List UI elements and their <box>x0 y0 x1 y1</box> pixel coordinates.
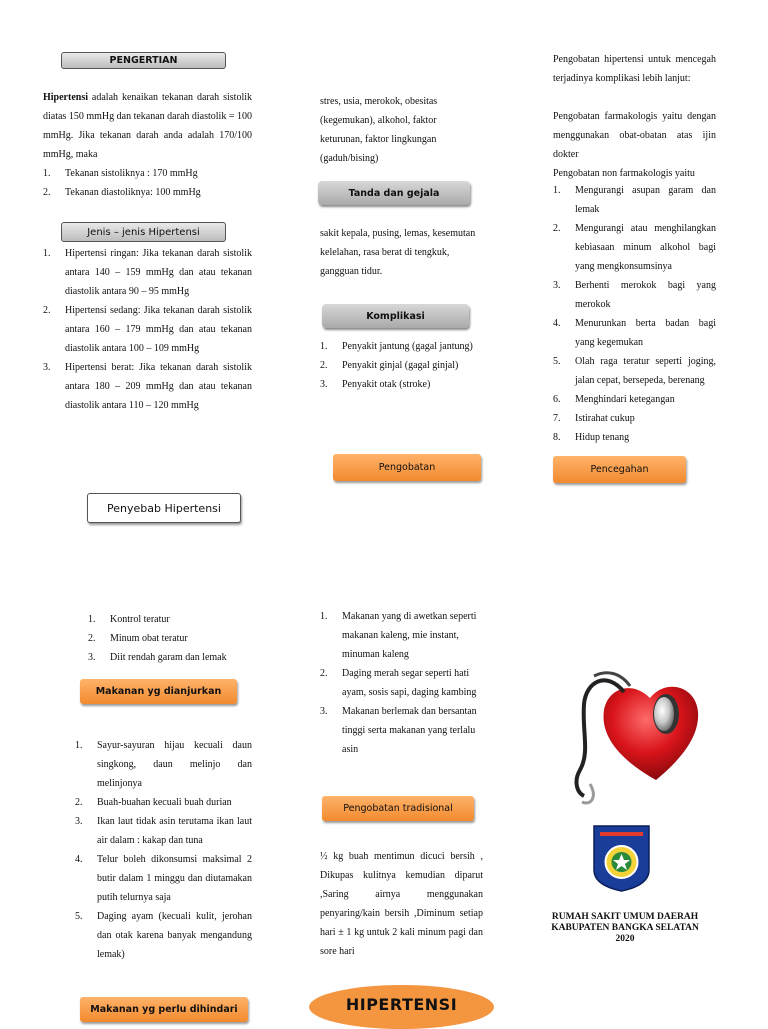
list-item: 2. Mengurangi atau menghilangkan kebiasaan minum alkohol bagi yang mengkonsumsinya <box>553 223 716 272</box>
list-item: 1. Makanan yang di awetkan seperti makanan kaleng, mie instant, minuman kaleng <box>320 611 477 660</box>
list-item: 1. Penyakit jantung (gagal jantung) <box>320 341 473 352</box>
penyebab-text: stres, usia, merokok, obesitas (kegemukan), alkohol, faktor keturunan, faktor lingkungan (gaduh/bising) <box>320 96 438 164</box>
tanda-gejala-label: Tanda dan gejala <box>318 181 470 205</box>
makanan-dianjurkan-label: Makanan yg dianjurkan <box>80 679 237 704</box>
pengertian-label: PENGERTIAN <box>61 52 226 69</box>
list-item: 3. Hipertensi berat: Jika tekanan darah sistolik antara 180 – 209 mmHg dan atau tekanan diastolik antara 110 – 120 mmHg <box>43 362 252 411</box>
hospital-year: 2020 <box>615 934 635 944</box>
list-item: 1. Hipertensi ringan: Jika tekanan darah sistolik antara 140 – 159 mmHg dan atau tekanan diastolik antara 90 – 95 mmHg <box>43 248 252 297</box>
definition-list <box>43 164 252 202</box>
list-item: 2. Buah-buahan kecuali buah durian <box>75 797 232 808</box>
definition-paragraph <box>43 88 252 164</box>
pengobatan-tradisional-label: Pengobatan tradisional <box>322 796 474 821</box>
tanda-gejala-text: sakit kepala, pusing, lemas, kesemutan kelelahan, rasa berat di tengkuk, gangguan tidur. <box>320 228 476 277</box>
pengobatan-tradisional-text: ½ kg buah mentimun dicuci bersih , Dikupas kulitnya kemudian diparut ,Saring airnya menggunakan penyaring/kain bersih ,Diminum setiap hari ± 1 kg untuk 2 kali minum pagi dan sore hari <box>320 851 483 957</box>
list-item: 3. Penyakit otak (stroke) <box>320 379 431 390</box>
list-item: 3. Ikan laut tidak asin terutama ikan laut air dalam : kakap dan tuna <box>75 816 252 846</box>
list-item: 6. Menghindari ketegangan <box>553 394 675 405</box>
list-item: 4. Menurunkan berta badan bagi yang kegemukan <box>553 318 716 348</box>
list-item: 3. Diit rendah garam dan lemak <box>88 652 227 663</box>
list-item: 1. Mengurangi asupan garam dan lemak <box>553 185 716 215</box>
list-item: 2. Daging merah segar seperti hati ayam, sosis sapi, daging kambing <box>320 668 477 698</box>
list-item: 3. Makanan berlemak dan bersantan tinggi serta makanan yang terlalu asin <box>320 706 477 755</box>
heart-stethoscope-icon <box>560 652 718 812</box>
pengobatan-farmakologis: Pengobatan farmakologis yaitu dengan menggunakan obat-obatan atas ijin dokter <box>553 111 716 160</box>
definition-term: Hipertensi <box>43 92 88 103</box>
hospital-name: RUMAH SAKIT UMUM DAERAH <box>551 912 699 922</box>
list-item: 2. Hipertensi sedang: Jika tekanan darah sistolik antara 160 – 179 mmHg dan atau tekanan diastolik antara 100 – 109 mmHg <box>43 305 252 354</box>
list-item: 7. Istirahat cukup <box>553 413 635 424</box>
list-item: 1. Tekanan sistoliknya : 170 mmHg <box>43 168 198 179</box>
komplikasi-label: Komplikasi <box>322 304 469 328</box>
pengobatan-non-farmakologis: Pengobatan non farmakologis yaitu <box>553 168 695 179</box>
list-item: 5. Olah raga teratur seperti joging, jalan cepat, bersepeda, berenang <box>553 356 716 386</box>
penyebab-label: Penyebab Hipertensi <box>87 493 241 523</box>
makanan-dihindari-label: Makanan yg perlu dihindari <box>80 997 248 1022</box>
list-item: 3. Berhenti merokok bagi yang merokok <box>553 280 716 310</box>
pencegahan-list <box>88 610 258 667</box>
list-item: 8. Hidup tenang <box>553 432 630 443</box>
makanan-dihindari-list <box>320 607 480 759</box>
pengobatan-intro: Pengobatan hipertensi untuk mencegah terjadinya komplikasi lebih lanjut: <box>553 54 716 84</box>
pencegahan-label: Pencegahan <box>553 456 686 483</box>
pengobatan-label: Pengobatan <box>333 454 481 481</box>
list-item: 1. Sayur-sayuran hijau kecuali daun singkong, daun melinjo dan melinjonya <box>75 740 252 789</box>
list-item: 1. Kontrol teratur <box>88 614 170 625</box>
makanan-dianjurkan-list <box>75 736 252 964</box>
list-item: 2. Penyakit ginjal (gagal ginjal) <box>320 360 459 371</box>
non-farmakologis-list <box>553 181 716 447</box>
brochure-title: HIPERTENSI <box>309 985 494 1029</box>
definition-text: adalah kenaikan tekanan darah sistolik diatas 150 mmHg dan tekanan darah diastolik = 100 mmHg. Jika tekanan darah anda adalah 170/100 mmHg, maka <box>43 92 252 160</box>
hospital-regency: KABUPATEN BANGKA SELATAN <box>551 923 699 933</box>
list-item: 5. Daging ayam (kecuali kulit, jerohan dan otak karena banyak mengandung lemak) <box>75 911 252 960</box>
komplikasi-list <box>320 337 490 394</box>
jenis-label: Jenis – jenis Hipertensi <box>61 222 226 242</box>
list-item: 2. Minum obat teratur <box>88 633 188 644</box>
list-item: 4. Telur boleh dikonsumsi maksimal 2 butir dalam 1 minggu dan diutamakan putih telurnya saja <box>75 854 252 903</box>
hospital-info <box>527 912 723 945</box>
regency-emblem-icon <box>592 824 651 893</box>
list-item: 2. Tekanan diastoliknya: 100 mmHg <box>43 187 201 198</box>
jenis-list <box>43 244 252 415</box>
